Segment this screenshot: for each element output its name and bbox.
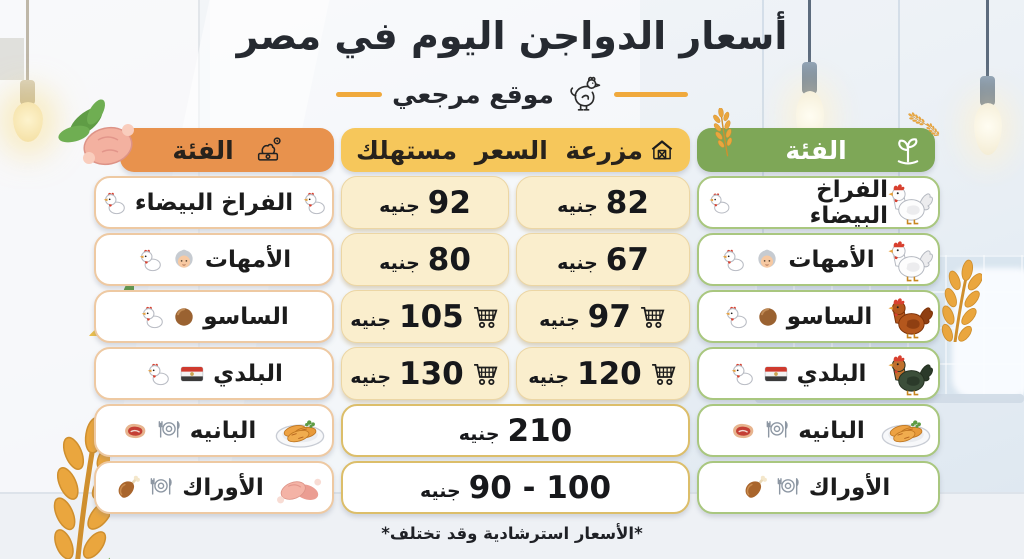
category-label: البلدي: [213, 360, 283, 387]
raw-chicken-leaves-illustration: [56, 94, 140, 180]
price-cell: [341, 461, 690, 514]
category-label: الساسو: [786, 303, 873, 330]
header-label: الفئة: [785, 135, 847, 165]
category-label: الساسو: [203, 303, 289, 330]
steak-icon: [122, 418, 148, 444]
category-cell: [697, 347, 940, 400]
price-value: 92: [427, 184, 471, 221]
category-label: الفراخ البيضاء: [809, 176, 888, 229]
rooster-icon: [723, 304, 749, 330]
steak-icon: [730, 418, 756, 444]
chicken-icon: [101, 190, 127, 216]
egypt-flag-icon: [763, 361, 789, 387]
wheat-decoration: [698, 108, 740, 170]
category-cell: [697, 176, 940, 229]
category-cell: [94, 347, 334, 400]
cart-icon: [650, 360, 678, 388]
farm-price-cell: [516, 233, 690, 286]
white-rooster-illustration: [886, 236, 933, 283]
granny-icon: [754, 247, 780, 273]
price-value: 80: [427, 241, 471, 278]
header-price: [341, 128, 690, 172]
subtitle-dash: [614, 92, 688, 97]
currency-label: جنيه: [350, 366, 392, 388]
cart-icon: [639, 303, 667, 331]
price-value: 97: [587, 298, 631, 335]
pane-plate-illustration: [273, 412, 327, 450]
header-consumer: مستهلك: [356, 135, 458, 165]
consumer-price-cell: [341, 290, 509, 343]
price-value: 120: [577, 355, 642, 392]
wheat-decoration: [894, 94, 952, 136]
rooster-icon: [145, 361, 171, 387]
page-title: أسعار الدواجن اليوم في مصر: [236, 14, 788, 58]
farm-price-cell: [516, 347, 690, 400]
price-value: 67: [605, 241, 649, 278]
fork-knife-plate-icon: [148, 475, 174, 501]
price-value: 105: [399, 298, 464, 335]
brown-hen-illustration: [886, 293, 933, 340]
white-hen-illustration: [886, 179, 933, 226]
dark-rooster-illustration: [886, 350, 933, 397]
rooster-icon: [137, 247, 163, 273]
category-cell: [94, 233, 334, 286]
category-cell: [697, 233, 940, 286]
header-label: الفئة: [172, 135, 234, 165]
currency-label: جنيه: [458, 423, 500, 445]
price-value: 90 - 100: [468, 469, 612, 506]
sprout-icon: [891, 133, 925, 167]
pane-plate-illustration: [879, 412, 933, 450]
header-farm: [565, 136, 675, 165]
rooster-icon: [139, 304, 165, 330]
category-label: البلدي: [796, 360, 867, 387]
fork-knife-plate-icon: [764, 418, 790, 444]
header-category-left: [120, 128, 334, 172]
granny-icon: [171, 247, 197, 273]
rooster-icon: [729, 361, 755, 387]
header-label: السعر: [474, 135, 548, 165]
currency-label: جنيه: [419, 480, 461, 502]
subtitle-dash: [336, 92, 382, 97]
category-cell: [94, 461, 334, 514]
category-label: الأوراك: [808, 474, 891, 501]
egypt-flag-icon: [179, 361, 205, 387]
category-cell: [697, 404, 940, 457]
consumer-price-cell: [341, 347, 509, 400]
category-label: البانيه: [189, 417, 257, 444]
consumer-price-cell: [341, 176, 509, 229]
price-value: 82: [605, 184, 649, 221]
category-cell: [94, 176, 334, 229]
category-label: البانيه: [798, 417, 865, 444]
category-label: الأمهات: [204, 246, 292, 273]
drumstick-icon: [741, 475, 767, 501]
category-cell: [94, 290, 334, 343]
price-value: 210: [507, 412, 573, 449]
category-cell: [94, 404, 334, 457]
price-table: [92, 128, 940, 514]
barn-icon: [649, 137, 675, 163]
cart-icon: [472, 303, 500, 331]
category-label: الأمهات: [788, 246, 875, 273]
farm-price-cell: [516, 290, 690, 343]
raw-chicken-legs-illustration: [273, 469, 327, 507]
category-label: الفراخ البيضاء: [134, 189, 294, 216]
chicken-icon: [301, 190, 327, 216]
currency-label: جنيه: [379, 252, 420, 274]
fork-knife-plate-icon: [775, 475, 801, 501]
consumer-price-cell: [341, 233, 509, 286]
footer-note: *الأسعار استرشادية وقد تختلف*: [381, 524, 643, 543]
rooster-icon: [720, 247, 746, 273]
currency-label: جنيه: [557, 252, 598, 274]
brown-circle-icon: [757, 306, 779, 328]
price-value: 130: [399, 355, 464, 392]
currency-label: جنيه: [557, 195, 598, 217]
fork-knife-plate-icon: [156, 418, 182, 444]
category-cell: [697, 290, 940, 343]
chicken-icon: [707, 190, 731, 216]
currency-label: جنيه: [528, 366, 570, 388]
currency-label: جنيه: [379, 195, 420, 217]
currency-label: جنيه: [539, 309, 580, 331]
brown-circle-icon: [173, 306, 195, 328]
currency-label: جنيه: [350, 309, 392, 331]
subtitle-label: موقع مرجعي: [392, 79, 554, 109]
header-label: مزرعة: [565, 135, 643, 165]
drumstick-icon: [114, 475, 140, 501]
category-label: الأوراك: [182, 474, 264, 501]
cart-icon: [472, 360, 500, 388]
chicken-outline-icon: [564, 74, 604, 114]
scale-icon: [254, 136, 282, 164]
subtitle-row: [0, 74, 1024, 114]
category-cell: [697, 461, 940, 514]
price-cell: [341, 404, 690, 457]
farm-price-cell: [516, 176, 690, 229]
